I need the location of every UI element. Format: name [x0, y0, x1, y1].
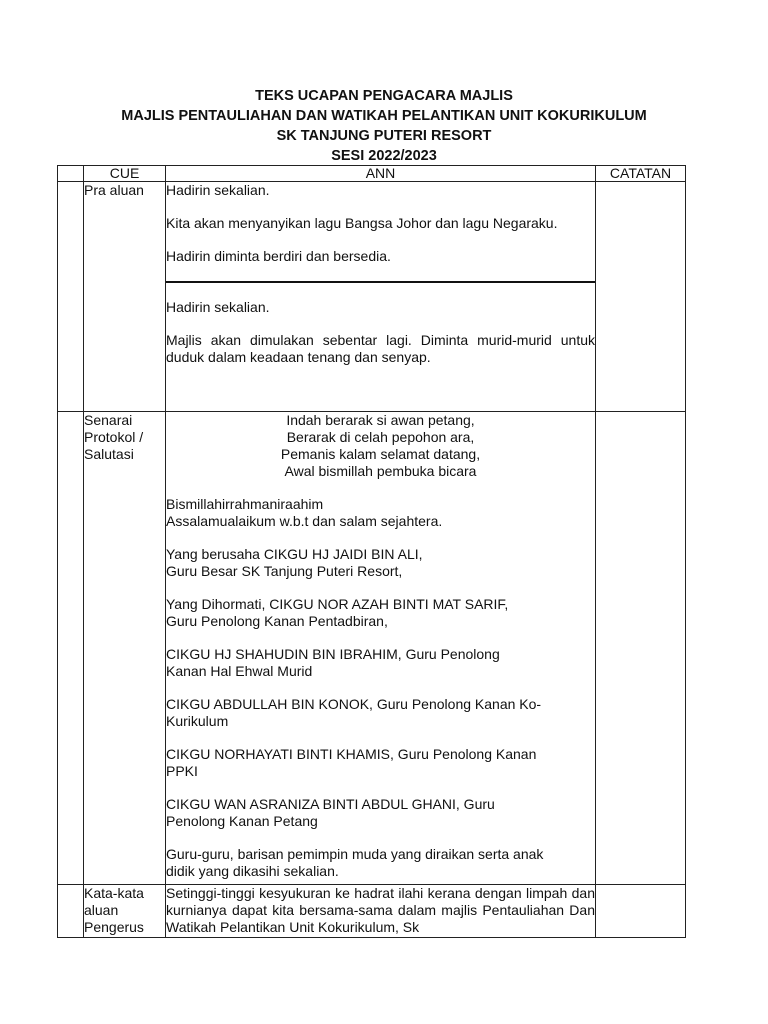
catatan-cell — [596, 182, 686, 412]
protocol-entry: CIKGU HJ SHAHUDIN BIN IBRAHIM, Guru Penolong Kanan Hal Ehwal Murid — [166, 646, 500, 679]
protocol-entry: CIKGU ABDULLAH BIN KONOK, Guru Penolong Kanan Ko- Kurikulum — [166, 696, 542, 729]
ann-paragraph: Hadirin diminta berdiri dan bersedia. — [166, 248, 391, 264]
title-line-2: MAJLIS PENTAULIAHAN DAN WATIKAH PELANTIKAN UNIT KOKURIKULUM — [121, 108, 647, 124]
cue-cell: Senarai Protokol / Salutasi — [84, 412, 166, 885]
protocol-entry: CIKGU NORHAYATI BINTI KHAMIS, Guru Penolong Kanan PPKI — [166, 746, 537, 779]
session-label: SESI 2022/2023 — [331, 148, 437, 164]
pantun-line: Awal bismillah pembuka bicara — [284, 463, 477, 479]
header-catatan: CATATAN — [596, 166, 686, 182]
cue-cell: Pra aluan — [84, 182, 166, 412]
table-header-row — [58, 166, 686, 182]
table-row — [58, 412, 686, 885]
ann-cell — [166, 885, 596, 938]
title-line-1: TEKS UCAPAN PENGACARA MAJLIS — [255, 88, 513, 104]
header-blank — [58, 166, 84, 182]
protocol-entry: Yang berusaha CIKGU HJ JAIDI BIN ALI, Guru Besar SK Tanjung Puteri Resort, — [166, 546, 423, 579]
ann-paragraph: Kita akan menyanyikan lagu Bangsa Johor dan lagu Negaraku. — [166, 215, 558, 231]
divider-line — [166, 281, 595, 283]
row-number-cell — [58, 182, 84, 412]
script-table — [57, 165, 686, 938]
greeting-text: Bismillahirrahmaniraahim Assalamualaikum w.b.t dan salam sejahtera. — [166, 496, 443, 529]
ann-paragraph: Hadirin sekalian. — [166, 299, 270, 315]
header-cue: CUE — [84, 166, 166, 182]
ann-paragraph: Setinggi-tinggi kesyukuran ke hadrat ilahi kerana dengan limpah dan kurnianya dapat kita bersama-sama dalam majlis Pentauliahan Dan Watikah Pelantikan Unit Kokurikulum, Sk — [166, 885, 595, 935]
pantun-line: Berarak di celah pepohon ara, — [286, 429, 475, 445]
cue-cell: Kata-kata aluan Pengerus — [84, 885, 166, 938]
protocol-entry: Guru-guru, barisan pemimpin muda yang diraikan serta anak didik yang dikasihi sekalian. — [166, 846, 544, 879]
protocol-entry: CIKGU WAN ASRANIZA BINTI ABDUL GHANI, Guru Penolong Kanan Petang — [166, 796, 495, 829]
ann-cell — [166, 182, 596, 412]
ann-cell — [166, 412, 596, 885]
pantun-line: Pemanis kalam selamat datang, — [280, 446, 481, 462]
header-ann: ANN — [166, 166, 596, 182]
pantun-line: Indah berarak si awan petang, — [286, 412, 475, 428]
table-row — [58, 885, 686, 938]
catatan-cell — [596, 412, 686, 885]
table-row — [58, 182, 686, 412]
document-header — [0, 86, 768, 166]
row-number-cell — [58, 885, 84, 938]
ann-paragraph: Hadirin sekalian. — [166, 182, 270, 198]
protocol-entry: Yang Dihormati, CIKGU NOR AZAH BINTI MAT SARIF, Guru Penolong Kanan Pentadbiran, — [166, 596, 509, 629]
school-name: SK TANJUNG PUTERI RESORT — [276, 128, 492, 144]
row-number-cell — [58, 412, 84, 885]
catatan-cell — [596, 885, 686, 938]
ann-paragraph: Majlis akan dimulakan sebentar lagi. Diminta murid-murid untuk duduk dalam keadaan tenang dan senyap. — [166, 332, 595, 365]
